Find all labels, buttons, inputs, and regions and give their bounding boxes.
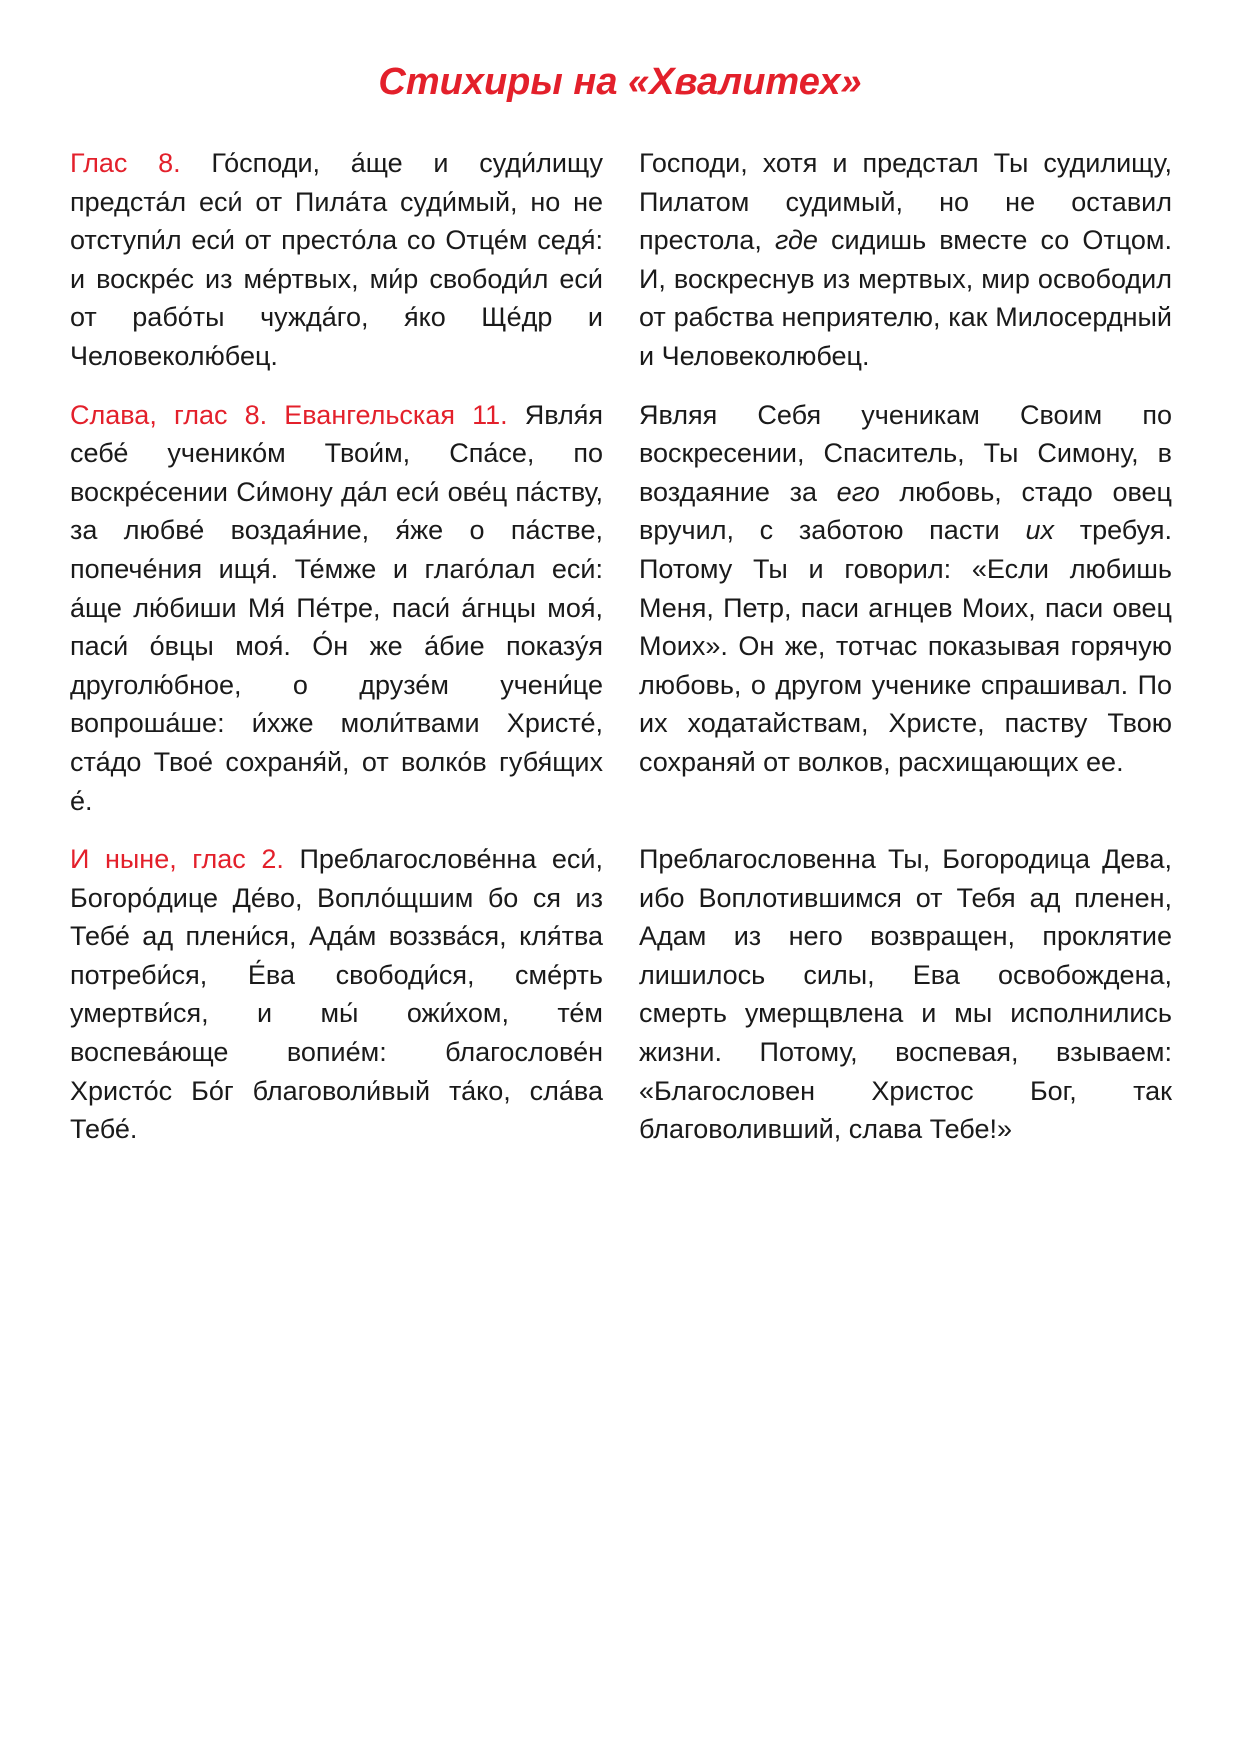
tone-label-2: Слава, глас 8. Евангельская 11. [70, 399, 508, 430]
slavonic-body-3: Преблагослове́нна еси́, Богоро́дице Де́во, Вопло́щшим бо ся из Тебе́ ад плени́ся, Ада́м воззва́ся, кля́тва потреби́ся, Е́ва свободи́ся, сме́рть умертви́ся, и мы́ ожи́хом, те́м воспева́юще вопие́м: благослове́н Христо́с Бо́г благоволи́вый та́ко, сла́ва Тебе́. [70, 844, 603, 1145]
russian-segment-italic: где [774, 225, 818, 256]
slavonic-body-2: Явля́я себе́ ученико́м Твои́м, Спа́се, по воскре́сении Си́мону да́л еси́ ове́ц па́ству, за любве́ воздая́ние, я́же о па́стве, попече́ния ищя́. Те́мже и глаго́лал еси́: а́ще лю́биши Мя́ Пе́тре, паси́ а́гнцы моя́, паси́ о́вцы моя́. О́н же а́бие показу́я друголю́бное, о друзе́м учени́це вопроша́ше: и́хже моли́твами Христе́, ста́до Твое́ сохраня́й, от волко́в губя́щих е́. [70, 399, 603, 816]
slavonic-text-2 [70, 396, 603, 821]
russian-segment: Преблагословенна Ты, Богородица Дева, ибо Воплотившимся от Тебя ад пленен, Адам из него возвращен, проклятие лишилось силы, Ева освобождена, смерть умерщвлена и мы исполнились жизни. Потому, воспевая, взываем: «Благословен Христос Бог, так благоволивший, слава Тебе!» [639, 844, 1172, 1145]
slavonic-text-1 [70, 144, 603, 376]
russian-segment: требуя. Потому Ты и говорил: «Если любишь Меня, Петр, паси агнцев Моих, паси овец Моих». Он же, тотчас показывая горячую любовь, о другом ученике спрашивал. По их ходатайствам, Христе, паству Твою сохраняй от волков, расхищающих ее. [639, 515, 1172, 777]
page-title: Стихиры на «Хвалитех» [378, 61, 862, 103]
russian-segment-italic: его [836, 476, 880, 507]
russian-text-1 [639, 144, 1172, 376]
tone-label-1: Глас 8. [70, 148, 181, 178]
stichera-row-3 [70, 840, 1172, 1149]
stichera-row-2 [70, 396, 1172, 821]
russian-text-3 [639, 840, 1172, 1149]
russian-segment: Являя Себя ученикам Своим по воскресении, Спаситель, Ты Симону, в воздаяние за [639, 399, 1172, 507]
russian-segment: Господи, хотя и предстал Ты судилищу, Пилатом судимый, но не оставил престола, [639, 148, 1172, 256]
russian-segment: любовь, стадо овец вручил, с заботою пасти [639, 476, 1172, 546]
russian-segment-italic: их [1025, 515, 1054, 546]
slavonic-body-1: Го́споди, а́ще и суди́лищу предста́л еси́ от Пила́та суди́мый, но не отступи́л еси́ от престо́ла со Отце́м седя́: и воскре́с из ме́ртвых, ми́р свободи́л еси́ от рабо́ты чужда́го, я́ко Ще́др и Человеколю́бец. [70, 148, 603, 371]
slavonic-text-3 [70, 840, 603, 1149]
stichera-row-1 [70, 144, 1172, 376]
russian-text-2 [639, 396, 1172, 821]
russian-segment: сидишь вместе со Отцом. И, воскреснув из мертвых, мир освободил от рабства неприятелю, как Милосердный и Человеколюбец. [639, 225, 1172, 371]
tone-label-3: И ныне, глас 2. [70, 844, 284, 875]
stichera-columns [70, 144, 1172, 1169]
